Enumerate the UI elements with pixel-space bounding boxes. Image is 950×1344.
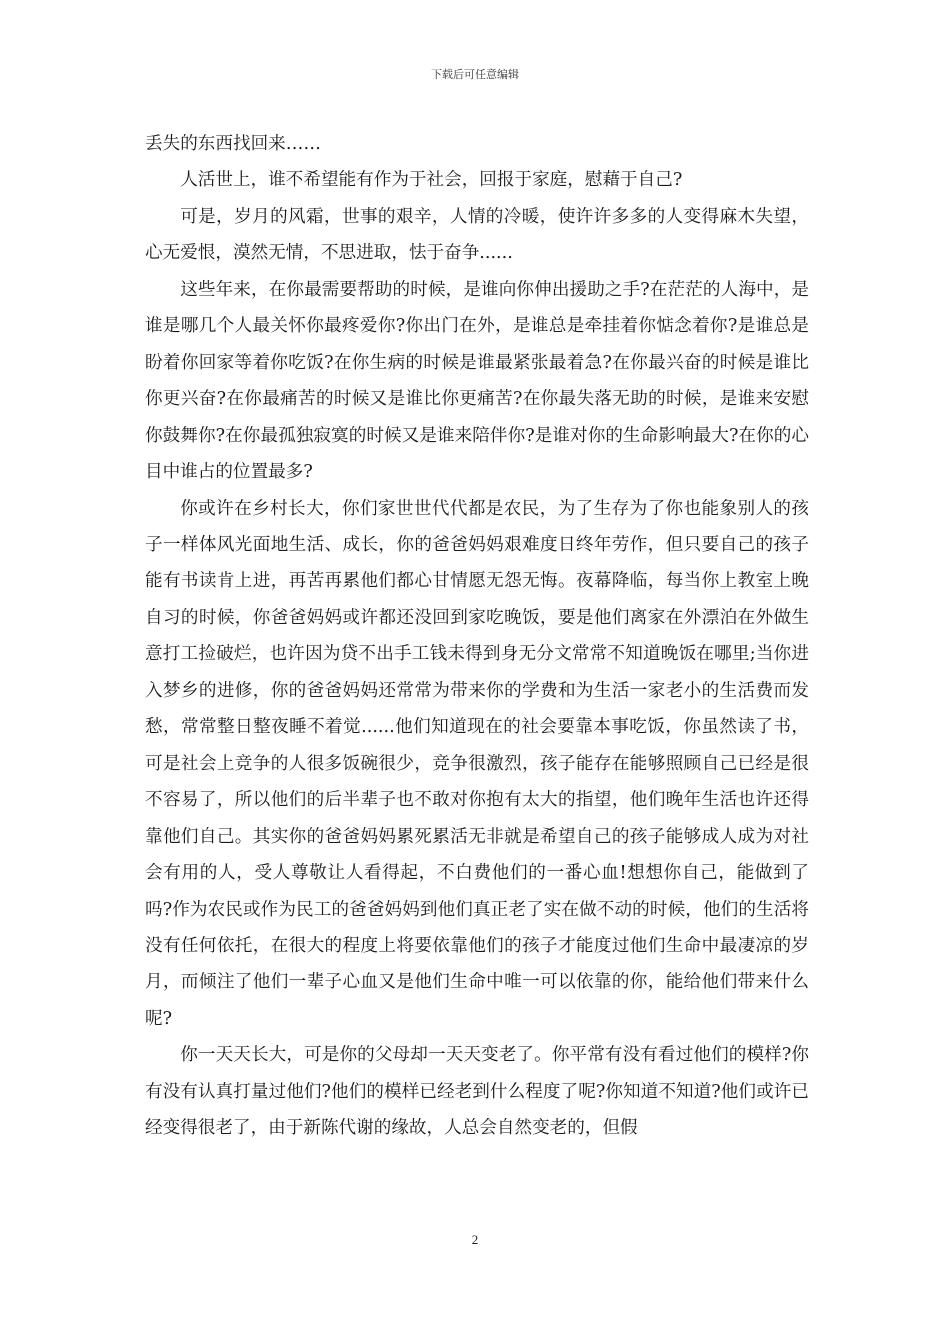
paragraph: 可是，岁月的风霜，世事的艰辛，人情的冷暖，使许许多多的人变得麻木失望，心无爱恨，漠然无情，不思进取，怯于奋争......	[145, 206, 809, 264]
paragraph: 你一天天长大，可是你的父母却一天天变老了。你平常有没有看过他们的模样?你有没有认真打量过他们?他们的模样已经老到什么程度了呢?你知道不知道?他们或许已经变得很老了，由于新陈代谢的缘故，人总会自然变老的，但假	[145, 1045, 809, 1139]
paragraph: 人活世上，谁不希望能有作为于社会，回报于家庭，慰藉于自己?	[180, 170, 683, 191]
page-number: 2	[471, 1232, 479, 1247]
document-body	[145, 126, 809, 1147]
paragraph-continuation: 丢失的东西找回来……	[145, 134, 321, 154]
page-header: 下载后可任意编辑	[431, 68, 519, 81]
paragraph: 这些年来，在你最需要帮助的时候，是谁向你伸出援助之手?在茫茫的人海中，是谁是哪几个人最关怀你最疼爱你?你出门在外，是谁总是牵挂着你惦念着你?是谁总是盼着你回家等着你吃饭?在你生病的时候是谁最紧张最着急?在你最兴奋的时候是谁比你更兴奋?在你最痛苦的时候又是谁比你更痛苦?在你最失落无助的时候，是谁来安慰你鼓舞你?在你最孤独寂寞的时候又是谁来陪伴你?是谁对你的生命影响最大?在你的心目中谁占的位置最多?	[145, 279, 809, 483]
paragraph: 你或许在乡村长大，你们家世世代代都是农民，为了生存为了你也能象别人的孩子一样体风光面地生活、成长，你的爸爸妈妈艰难度日终年劳作，但只要自己的孩子能有书读肯上进，再苦再累他们都心甘情愿无怨无悔。夜幕降临，每当你上教室上晚自习的时候，你爸爸妈妈或许都还没回到家吃晚饭，要是他们离家在外漂泊在外做生意打工捡破烂，也许因为贷不出手工钱未得到身无分文常常不知道晚饭在哪里;当你进入梦乡的进修，你的爸爸妈妈还常常为带来你的学费和为生活一家老小的生活费而发愁，常常整日整夜睡不着觉......他们知道现在的社会要靠本事吃饭，你虽然读了书，可是社会上竞争的人很多饭碗很少，竞争很激烈，孩子能存在能够照顾自己已经是很不容易了，所以他们的后半辈子也不敢对你抱有太大的指望，他们晚年生活也许还得靠他们自己。其实你的爸爸妈妈累死累活无非就是希望自己的孩子能够成人成为对社会有用的人，受人尊敬让人看得起，不白费他们的一番心血!想想你自己，能做到了吗?作为农民或作为民工的爸爸妈妈到他们真正老了实在做不动的时候，他们的生活将没有任何依托，在很大的程度上将要依靠他们的孩子才能度过他们生命中最凄凉的岁月，而倾注了他们一辈子心血又是他们生命中唯一可以依靠的你，能给他们带来什么呢?	[145, 498, 809, 1029]
